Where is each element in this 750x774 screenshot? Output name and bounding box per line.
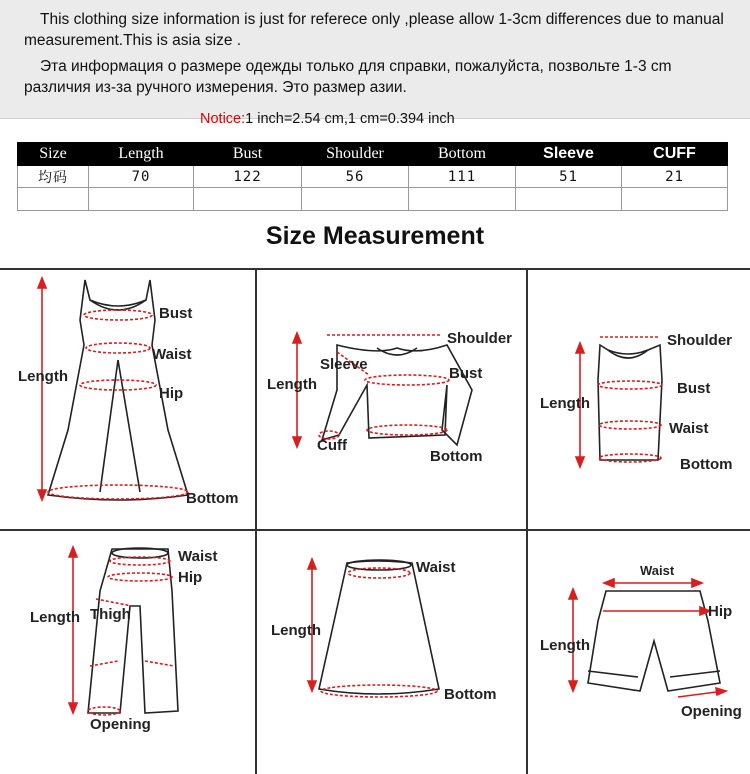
top-diagram bbox=[257, 270, 526, 529]
skirt-bottom-label: Bottom bbox=[444, 686, 497, 703]
notice-panel bbox=[0, 0, 750, 119]
top-cuff-label: Cuff bbox=[317, 437, 347, 454]
top-drawing bbox=[257, 270, 526, 529]
notice-russian: Эта информация о размере одежды только для справки, пожалуйста, позвольте 1-3 cm различия из-за ручного измерения. Это размер азии. bbox=[24, 58, 672, 96]
header-bust: Bust bbox=[194, 143, 302, 166]
skirt-diagram bbox=[257, 531, 526, 774]
pants-length-label: Length bbox=[30, 609, 80, 626]
tank-bottom-label: Bottom bbox=[680, 456, 733, 473]
pants-opening-label: Opening bbox=[90, 716, 151, 733]
empty-cell bbox=[302, 188, 409, 211]
notice-label: Notice: bbox=[200, 111, 246, 127]
header-shoulder: Shoulder bbox=[302, 143, 409, 166]
empty-cell bbox=[516, 188, 622, 211]
shorts-waist-label: Waist bbox=[640, 563, 675, 578]
top-length-label: Length bbox=[267, 376, 317, 393]
cell-length: 70 bbox=[89, 166, 194, 188]
empty-cell bbox=[409, 188, 516, 211]
table-header-row bbox=[18, 143, 728, 166]
empty-cell bbox=[89, 188, 194, 211]
cell-bottom: 111 bbox=[409, 166, 516, 188]
header-bottom: Bottom bbox=[409, 143, 516, 166]
top-bust-label: Bust bbox=[449, 365, 483, 382]
tank-shoulder-label: Shoulder bbox=[667, 332, 733, 349]
cell-cuff: 21 bbox=[622, 166, 728, 188]
cell-bust: 122 bbox=[194, 166, 302, 188]
table-row bbox=[18, 188, 728, 211]
tank-waist-label: Waist bbox=[669, 420, 709, 437]
pants-thigh-label: Thigh bbox=[90, 606, 131, 623]
top-bottom-label: Bottom bbox=[430, 448, 483, 465]
cell-shoulder: 56 bbox=[302, 166, 409, 188]
shorts-diagram bbox=[528, 531, 750, 774]
skirt-waist-label: Waist bbox=[416, 559, 456, 576]
empty-cell bbox=[622, 188, 728, 211]
conversion-text: 1 inch=2.54 cm,1 cm=0.394 inch bbox=[245, 111, 455, 127]
dress-diagram bbox=[0, 270, 255, 529]
dress-bottom-label: Bottom bbox=[186, 490, 239, 507]
empty-cell bbox=[18, 188, 89, 211]
dress-hip-label: Hip bbox=[159, 385, 184, 402]
size-measurement-heading: Size Measurement bbox=[265, 222, 485, 250]
dress-waist-label: Waist bbox=[152, 346, 192, 363]
top-shoulder-label: Shoulder bbox=[447, 330, 513, 347]
header-length: Length bbox=[89, 143, 194, 166]
table-row bbox=[18, 166, 728, 188]
header-size: Size bbox=[18, 143, 89, 166]
shorts-opening-label: Opening bbox=[681, 703, 742, 720]
shorts-hip-label: Hip bbox=[708, 603, 733, 620]
skirt-length-label: Length bbox=[271, 622, 321, 639]
empty-cell bbox=[194, 188, 302, 211]
tank-diagram bbox=[528, 270, 750, 529]
tank-length-label: Length bbox=[540, 395, 590, 412]
header-sleeve: Sleeve bbox=[516, 143, 622, 166]
dress-bust-label: Bust bbox=[159, 305, 193, 322]
cell-size: 均码 bbox=[18, 166, 89, 188]
shorts-length-label: Length bbox=[540, 637, 590, 654]
tank-bust-label: Bust bbox=[677, 380, 711, 397]
pants-drawing bbox=[0, 531, 255, 774]
pants-diagram bbox=[0, 531, 255, 774]
header-cuff: CUFF bbox=[622, 143, 728, 166]
dress-length-label: Length bbox=[18, 368, 68, 385]
top-sleeve-label: Sleeve bbox=[320, 356, 368, 373]
diagram-grid bbox=[0, 268, 750, 774]
pants-hip-label: Hip bbox=[178, 569, 203, 586]
pants-waist-label: Waist bbox=[178, 548, 218, 565]
size-table bbox=[17, 142, 728, 211]
unit-conversion bbox=[200, 111, 455, 127]
cell-sleeve: 51 bbox=[516, 166, 622, 188]
notice-english: This clothing size information is just for referece only ,please allow 1-3cm differences due to manual measurement.This is asia size . bbox=[24, 11, 724, 49]
skirt-drawing bbox=[257, 531, 526, 774]
